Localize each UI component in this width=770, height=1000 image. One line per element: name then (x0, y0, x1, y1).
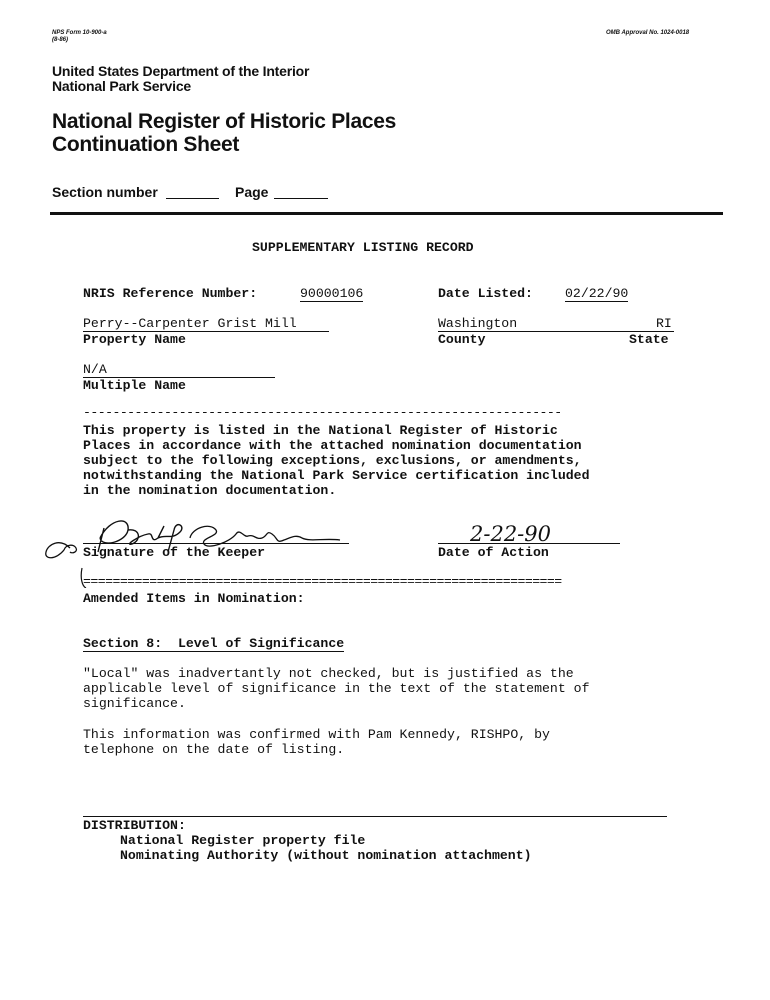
distribution-item-2: Nominating Authority (without nomination attachment) (120, 848, 532, 863)
amendment-para2-line-2: telephone on the date of listing. (83, 742, 345, 757)
page-title: National Register of Historic Places (52, 110, 396, 133)
statement-line-4: notwithstanding the National Park Service certification included (83, 468, 590, 483)
signature-rule (83, 543, 349, 544)
distribution-label: DISTRIBUTION: (83, 818, 186, 833)
amendment-para1-line-2: applicable level of significance in the text of the statement of (83, 681, 590, 696)
form-number: NPS Form 10-900-a (52, 30, 107, 36)
statement-line-2: Places in accordance with the attached nomination documentation (83, 438, 582, 453)
department-name: United States Department of the Interior (52, 63, 310, 79)
date-of-action-label: Date of Action (438, 545, 549, 560)
form-date: (8-86) (52, 37, 69, 43)
section-number-label: Section number (52, 184, 158, 200)
property-name-label: Property Name (83, 332, 186, 347)
service-name: National Park Service (52, 78, 191, 94)
page-label: Page (235, 184, 269, 200)
statement-line-1: This property is listed in the National Register of Historic (83, 423, 558, 438)
date-of-action-rule (438, 543, 620, 544)
statement-line-5: in the nomination documentation. (83, 483, 337, 498)
property-name-value: Perry--Carpenter Grist Mill (83, 316, 297, 331)
date-of-action-value: 2-22-90 (470, 522, 551, 546)
distribution-item-1: National Register property file (120, 833, 366, 848)
county-value: Washington (438, 316, 518, 331)
nris-value: 90000106 (300, 286, 364, 301)
dash-separator: ----------------------------------------------------------------- (83, 405, 562, 420)
state-value: RI (656, 316, 672, 331)
amendment-para1-line-1: "Local" was inadvertantly not checked, but is justified as the (83, 666, 574, 681)
multiple-name-label: Multiple Name (83, 378, 186, 393)
distribution-rule (83, 816, 667, 817)
signature-label: Signature of the Keeper (83, 545, 266, 560)
state-label: State (629, 332, 669, 347)
statement-line-3: subject to the following exceptions, exclusions, or amendments, (83, 453, 582, 468)
page-subtitle: Continuation Sheet (52, 133, 240, 156)
amendment-para1-line-3: significance. (83, 696, 186, 711)
equals-separator: ================================================================= (83, 574, 562, 589)
omb-approval: OMB Approval No. 1024-0018 (606, 30, 690, 36)
county-label: County (438, 332, 486, 347)
amended-items-label: Amended Items in Nomination: (83, 591, 305, 606)
date-listed-value: 02/22/90 (565, 286, 629, 301)
multiple-name-value: N/A (83, 362, 107, 377)
page-field (274, 186, 328, 199)
nris-label: NRIS Reference Number: (83, 286, 258, 301)
header-rule (50, 212, 723, 215)
amendment-section-heading: Section 8: Level of Significance (83, 636, 345, 651)
section-number-field (166, 186, 219, 199)
amendment-para2-line-1: This information was confirmed with Pam Kennedy, RISHPO, by (83, 727, 550, 742)
record-heading: SUPPLEMENTARY LISTING RECORD (252, 240, 474, 255)
date-listed-label: Date Listed: (438, 286, 533, 301)
